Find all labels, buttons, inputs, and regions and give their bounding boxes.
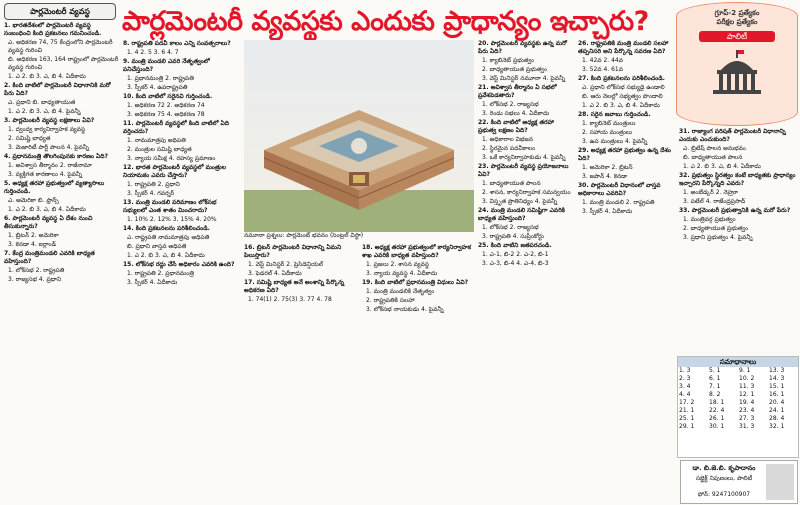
question-text: 28. సరైన జవాబు గుర్తించండి. <box>578 111 651 118</box>
parliament-building-photo <box>244 40 474 232</box>
question-option: 1. ఎ 2. బి 3. ఎ, బి 4. ఏదీకాదు <box>582 102 660 109</box>
question-option: 1. బ్రిటన్ 2. అమెరికా <box>8 232 59 239</box>
question-text: 3. పార్లమెంటరీ వ్యవస్థ లక్షణాలు ఏవి? <box>4 117 95 124</box>
question-text: 17. సమిష్టి బాధ్యత అనే అంశాన్ని పేర్కొన్న అధికరణ ఏది? <box>244 279 345 294</box>
answer-key-title: సమాధానాలు <box>678 357 798 367</box>
question-text: 26. రాష్ట్రపతికి మంత్రి మండలి సలహా తప్పనిసరి అని పేర్కొన్న సవరణ ఏది? <box>578 40 669 55</box>
answer-key-cell: 14. 3 <box>769 375 785 382</box>
question-option: 3. ఉప మంత్రులు 4. పైవన్నీ <box>582 138 648 145</box>
question-option: 2. సహాయ మంత్రులు <box>582 129 633 136</box>
answer-key-cell: 25. 1 <box>679 415 695 422</box>
question-option: 1. లోక్‌సభ 2. రాష్ట్రపతి <box>8 267 65 274</box>
answer-key-cell: 19. 4 <box>739 399 755 406</box>
question-text: 19. కింది వాటిలో ప్రధానమంత్రి విధులు ఏవి? <box>362 279 469 286</box>
question-option: 1. అమెరికా 2. బ్రిటన్ <box>582 164 633 171</box>
answer-key-cell: 13. 3 <box>769 367 785 374</box>
question-option: 1. ఎ 2. బి 3. ఎ, బి 4. ఏదీకాదు <box>8 73 86 80</box>
question-option: 3. న్యాయ వ్యవస్థ 4. ఏదీకాదు <box>366 270 438 277</box>
question-text: 23. పార్లమెంటరీ వ్యవస్థ ప్రయోజనాలు ఏవి? <box>478 163 569 178</box>
answer-key-cell: 31. 3 <box>739 423 755 430</box>
answer-key-cell: 10. 2 <box>739 375 755 382</box>
question-text: 5. అధ్యక్ష తరహా ప్రభుత్వంలో వ్యత్యాసాలు గుర్తించండి. <box>4 180 105 195</box>
question-option: 1. మంత్రి మండలికి నేతృత్వం <box>366 288 435 295</box>
answer-key-row <box>678 399 798 407</box>
question-column-3 <box>244 244 474 502</box>
question-text: 25. కింది వాటిని జతపరచండి. <box>478 242 552 249</box>
author-role: సబ్జెక్ట్ నిపుణులు, పాలిటీ <box>695 475 753 482</box>
answer-key-cell: 16. 1 <box>769 391 785 398</box>
answer-key-cell: 32. 1 <box>769 423 785 430</box>
question-option: 1. 4 2. 5 3. 6 4. 7 <box>127 49 179 56</box>
answer-key <box>677 356 799 458</box>
question-option: 3. రెండు సభలు 4. ఏదీకాదు <box>482 110 550 117</box>
question-option: 3. రాష్ట్రపతి 4. సుప్రీంకోర్టు <box>482 233 544 240</box>
question-option: బి. బాధ్యతాయుత పాలన <box>683 154 743 161</box>
question-option: 3. స్పీకర్ 4. ఏదీకాదు <box>127 279 178 286</box>
question-column-1 <box>4 22 119 502</box>
question-text: 20. పార్లమెంటరీ వ్యవస్థకు ఉన్న మరో పేరు ఏది? <box>478 40 567 55</box>
answer-key-cell: 5. 1 <box>709 367 721 374</box>
answer-key-cell: 20. 4 <box>769 399 785 406</box>
answer-key-cell: 15. 1 <box>769 383 785 390</box>
answer-key-cell: 3. 4 <box>679 383 691 390</box>
question-text: 7. కేంద్ర మంత్రిమండలి ఎవరికి బాధ్యత వహిస్తుంది? <box>4 250 95 265</box>
answer-key-cell: 18. 1 <box>709 399 725 406</box>
question-option: 1. ప్రధానమంత్రి 2. రాష్ట్రపతి <box>127 75 194 82</box>
answer-key-row <box>678 423 798 431</box>
question-option: బి. ఆరు నెలల్లో సభ్యత్వం పొందాలి <box>582 93 663 100</box>
question-column-2 <box>123 40 240 502</box>
question-option: 1. మంత్రి మండలి 2. రాష్ట్రపతి <box>582 199 655 206</box>
question-text: 14. కింది ప్రకటనలను పరిశీలించండి. <box>123 225 210 232</box>
answer-key-cell: 22. 4 <box>709 407 725 414</box>
question-option: 3. పటేల్ 4. రాజేంద్రప్రసాద్ <box>683 198 746 205</box>
question-text: 32. ప్రభుత్వం స్థిరత్వం కంటే బాధ్యతకు ప్రాధాన్యం ఇచ్చారని పేర్కొన్నది ఎవరు? <box>679 172 796 187</box>
answer-key-cell: 29. 1 <box>679 423 695 430</box>
question-option: బి. ప్రధాని వాస్తవ అధిపతి <box>127 243 187 250</box>
answer-key-row <box>678 407 798 415</box>
question-option: ఎ. అమెరికా బి. ఫ్రాన్స్ <box>8 197 59 204</box>
question-column-6 <box>679 128 797 354</box>
author-name: డా. బి.జె.బి. కృపాదానం <box>692 464 756 472</box>
question-option: 1. క్యాబినెట్ మంత్రులు <box>582 120 636 127</box>
question-option: 1. 10% 2. 12% 3. 15% 4. 20% <box>127 216 217 223</box>
question-option: ఎ. రాష్ట్రపతి నామమాత్రపు అధిపతి <box>127 234 210 241</box>
answer-key-cell: 27. 3 <box>739 415 755 422</box>
series-line-1: గ్రూప్-2 ప్రత్యేకం <box>714 9 760 17</box>
question-option: ఎ. బ్రిటిష్ పాలన అనుభవం <box>683 145 746 152</box>
question-option: 3. అధికరణ 75 4. అధికరణ 78 <box>127 111 205 118</box>
question-option: 1. ఎ 2. బి 3. ఎ, బి 4. పైవన్నీ <box>8 108 81 115</box>
answer-key-cell: 6. 1 <box>709 375 721 382</box>
answer-key-cell: 21. 1 <box>679 407 695 414</box>
question-option: 3. కెనడా 4. ఐర్లాండ్ <box>8 241 57 248</box>
question-option: 1. అధికరణ 72 2. అధికరణ 74 <box>127 102 205 109</box>
question-text: 22. కింది వాటిలో అధ్యక్ష తరహా ప్రభుత్వ లక్షణం ఏది? <box>478 119 554 134</box>
answer-key-cell: 30. 1 <box>709 423 725 430</box>
question-text: 29. అధ్యక్ష తరహా ప్రభుత్వం ఉన్న దేశం ఏది? <box>578 147 671 162</box>
question-option: ఎ. ప్రధాని బి. బాధ్యతాయుత <box>8 99 76 106</box>
question-option: 1. రాష్ట్రపతి 2. ప్రధానమంత్రి <box>127 270 194 277</box>
question-option: 1. 42వ 2. 44వ <box>582 57 623 64</box>
author-phone: ఫోన్: 9247100907 <box>697 491 751 498</box>
answer-key-cell: 7. 1 <box>709 383 721 390</box>
question-option: 1. బాధ్యతాయుత పాలన <box>482 180 541 187</box>
question-option: 3. న్యాయ సమీక్ష 4. రహస్య ప్రమాణం <box>127 155 216 162</box>
answer-key-cell: 23. 4 <box>739 407 755 414</box>
question-option: 3. విస్తృత ప్రాతినిధ్యం 4. పైవన్నీ <box>482 198 558 205</box>
question-option: 2. బాధ్యతాయుత ప్రభుత్వం <box>482 66 548 73</box>
question-text: 15. లోక్‌సభ రద్దు చేసే అధికారం ఎవరికి ఉంది? <box>123 261 235 268</box>
question-option: 2. మంత్రుల సమిష్టి బాధ్యత <box>127 146 192 153</box>
question-text: 13. మంత్రి మండలి పరిమాణం లోక్‌సభ సభ్యులలో ఎంత శాతం మించరాదు? <box>123 199 217 214</box>
question-option: 2. స్థిరమైన పదవీకాలం <box>482 145 536 152</box>
question-text: 1. భారతదేశంలో పార్లమెంటరీ వ్యవస్థ సంబంధించి కింది ప్రకటనలు గమనించండి. <box>4 22 102 37</box>
answer-key-cell: 26. 1 <box>709 415 725 422</box>
question-option: 1. అధికారాల విభజన <box>482 136 534 143</box>
question-option: ఎ. ప్రధాని లోక్‌సభ సభ్యుడై ఉండాలి <box>582 84 665 91</box>
question-option: 3. స్పీకర్ 4. ఉపరాష్ట్రపతి <box>127 84 188 91</box>
question-text: 6. పార్లమెంటరీ వ్యవస్థ ఏ దేశం నుంచి తీసుకున్నారు? <box>4 215 93 230</box>
answer-key-cell: 4. 4 <box>679 391 691 398</box>
parliament-icon <box>707 48 767 98</box>
question-text: 30. పార్లమెంటరీ విధానంలో వాస్తవ అధికారాలు ఎవరివి? <box>578 182 661 197</box>
question-option: 1. లోక్‌సభ 2. రాజ్యసభ <box>482 224 539 231</box>
photo-caption: నమూనా ప్రశ్నలు: పార్లమెంట్ భవనం (సెంట్రల్ విస్టా) <box>244 232 364 239</box>
question-option: 1. రాష్ట్రపతి 2. ప్రధాని <box>127 181 180 188</box>
answer-key-row <box>678 415 798 423</box>
question-text: 33. పార్లమెంటరీ ప్రభుత్వానికి ఉన్న మరో పేరు? <box>679 207 791 214</box>
question-option: 1. అవిశ్వాస తీర్మానం 2. రాజీనామా <box>8 162 92 169</box>
question-text: 18. అధ్యక్ష తరహా ప్రభుత్వంలో కార్యనిర్వాహక శాఖ ఎవరికి బాధ్యత వహిస్తుంది? <box>362 244 472 259</box>
question-option: 1. ప్రజలు 2. శాసన వ్యవస్థ <box>366 261 430 268</box>
question-option: 3. మెజారిటీ పార్టీ పాలన 4. పైవన్నీ <box>8 144 89 151</box>
headline: పార్లమెంటరీ వ్యవస్థకు ఎందుకు ప్రాధాన్యం ఇచ్చారు? <box>122 6 649 37</box>
answer-key-cell: 12. 1 <box>739 391 755 398</box>
question-text: 21. అవిశ్వాస తీర్మానం ఏ సభలో ప్రవేశపెడతారు? <box>478 84 557 99</box>
question-text: 8. రాష్ట్రపతి పదవీ కాలం ఎన్ని సంవత్సరాలు? <box>123 40 231 47</box>
question-option: 1. ఎ-1, బి-2 2. ఎ-2, బి-1 <box>482 251 549 258</box>
series-line-2: పరీక్షల ప్రత్యేకం <box>716 18 758 26</box>
question-option: 3. లోక్‌సభ నాయకుడు 4. పైవన్నీ <box>366 306 444 313</box>
answer-key-cell: 2. 3 <box>679 375 691 382</box>
question-option: 1. ఎ 2. బి 3. ఎ, బి 4. ఏదీకాదు <box>8 206 86 213</box>
question-text: 27. కింది ప్రకటనలను పరిశీలించండి. <box>578 75 665 82</box>
answer-key-table <box>678 367 798 431</box>
answer-key-cell: 28. 4 <box>769 415 785 422</box>
answer-key-row <box>678 383 798 391</box>
question-option: 1. వెస్ట్ మినిస్టర్ 2. ప్రెసిడెన్షియల్ <box>248 261 323 268</box>
question-option: 3. 52వ 4. 61వ <box>582 66 623 73</box>
question-option: 3. వ్యక్తిగత కారణాలు 4. పైవన్నీ <box>8 171 83 178</box>
question-option: 2. శాసన, కార్యనిర్వాహక సమన్వయం <box>482 189 571 196</box>
question-option: 2. రాష్ట్రపతికి సలహా <box>366 297 415 304</box>
question-text: 10. కింది వాటిలో సరైనవి గుర్తించండి. <box>123 93 213 100</box>
question-option: 3. స్పీకర్ 4. ఏదీకాదు <box>582 208 633 215</box>
question-option: 2. బాధ్యతాయుత ప్రభుత్వం <box>683 225 749 232</box>
answer-key-cell: 1. 3 <box>679 367 691 374</box>
question-option: 3. స్పీకర్ 4. గవర్నర్ <box>127 190 175 197</box>
answer-key-cell: 9. 1 <box>739 367 751 374</box>
section-tag: పార్లమెంటరీ వ్యవస్థ <box>4 3 116 20</box>
answer-key-row <box>678 375 798 383</box>
question-option: 1. అంబేడ్కర్ 2. నెహ్రూ <box>683 189 738 196</box>
question-column-4 <box>478 40 574 502</box>
question-option: 3. ప్రధాని ప్రభుత్వం 4. పైవన్నీ <box>683 234 753 241</box>
question-option: 1. 74(1) 2. 75(3) 3. 77 4. 78 <box>248 296 332 303</box>
question-text: 4. ప్రధానమంత్రి తొలగింపునకు కారణం ఏది? <box>4 153 109 160</box>
question-option: 3. ఫెడరల్ 4. ఏదీకాదు <box>248 270 302 277</box>
question-option: 1. క్యాబినెట్ ప్రభుత్వం <box>482 57 535 64</box>
question-option: 2. సమిష్టి బాధ్యత <box>8 135 51 142</box>
question-option: 3. రాజ్యసభ 4. ప్రధాని <box>8 276 62 283</box>
question-option: ఎ. అధికరణ 74, 75 కేంద్రంలోని పార్లమెంటరీ వ్యవస్థ గురించి <box>8 39 113 54</box>
question-text: 11. పార్లమెంటరీ వ్యవస్థలో కింది వాటిలో ఏది వర్తించదు? <box>123 120 230 135</box>
answer-key-cell: 11. 3 <box>739 383 755 390</box>
question-option: 1. మంత్రివర్గ ప్రభుత్వం <box>683 216 736 223</box>
question-text: 16. బ్రిటన్ పార్లమెంటరీ విధానాన్ని ఏమని పిలుస్తారు? <box>244 244 342 259</box>
series-badge <box>676 2 798 126</box>
question-column-5 <box>578 40 674 502</box>
question-option: 1. లోక్‌సభ 2. రాజ్యసభ <box>482 101 539 108</box>
question-option: బి. అధికరణ 163, 164 రాష్ట్రంలో పార్లమెంటరీ వ్యవస్థ గురించి <box>8 56 119 71</box>
question-text: 12. భారత పార్లమెంటరీ వ్యవస్థలో మంత్రుల నియామకం ఎవరు చేస్తారు? <box>123 164 226 179</box>
subject-tab: పాలిటీ <box>699 31 775 42</box>
question-option: 1. నామమాత్రపు అధిపతి <box>127 137 186 144</box>
answer-key-row <box>678 391 798 399</box>
answer-key-cell: 8. 2 <box>709 391 721 398</box>
author-card <box>680 460 798 504</box>
question-option: 3. ఒకే కార్యనిర్వాహకుడు 4. పైవన్నీ <box>482 154 566 161</box>
question-option: 3. జపాన్ 4. కెనడా <box>582 173 628 180</box>
answer-key-cell: 17. 2 <box>679 399 695 406</box>
question-text: 2. కింది వాటిలో పార్లమెంటరీ విధానానికి మరో పేరు ఏది? <box>4 82 111 97</box>
author-photo <box>766 464 794 500</box>
question-option: 3. ఎ-3, బి-4 4. ఎ-4, బి-3 <box>482 260 549 267</box>
question-option: 1. ద్వంద్వ కార్యనిర్వాహక వ్యవస్థ <box>8 126 86 133</box>
question-text: 31. రాజ్యాంగ పరిషత్ పార్లమెంటరీ విధానాన్ని ఎందుకు ఎంచుకుంది? <box>679 128 786 143</box>
question-text: 9. మంత్రి మండలి ఎవరి నేతృత్వంలో పనిచేస్తుంది? <box>123 58 210 73</box>
answer-key-cell: 24. 1 <box>769 407 785 414</box>
question-option: 1. ఎ 2. బి 3. ఎ, బి 4. ఏదీకాదు <box>127 252 205 259</box>
answer-key-row <box>678 367 798 375</box>
question-option: 3. వెస్ట్ మినిస్టర్ నమూనా 4. పైవన్నీ <box>482 75 566 82</box>
question-option: 1. ఎ 2. బి 3. ఎ, బి 4. ఏదీకాదు <box>683 163 761 170</box>
question-text: 24. మంత్రి మండలి సమిష్టిగా ఎవరికి బాధ్యత వహిస్తుంది? <box>478 207 565 222</box>
parliament-building-illustration <box>244 40 474 232</box>
